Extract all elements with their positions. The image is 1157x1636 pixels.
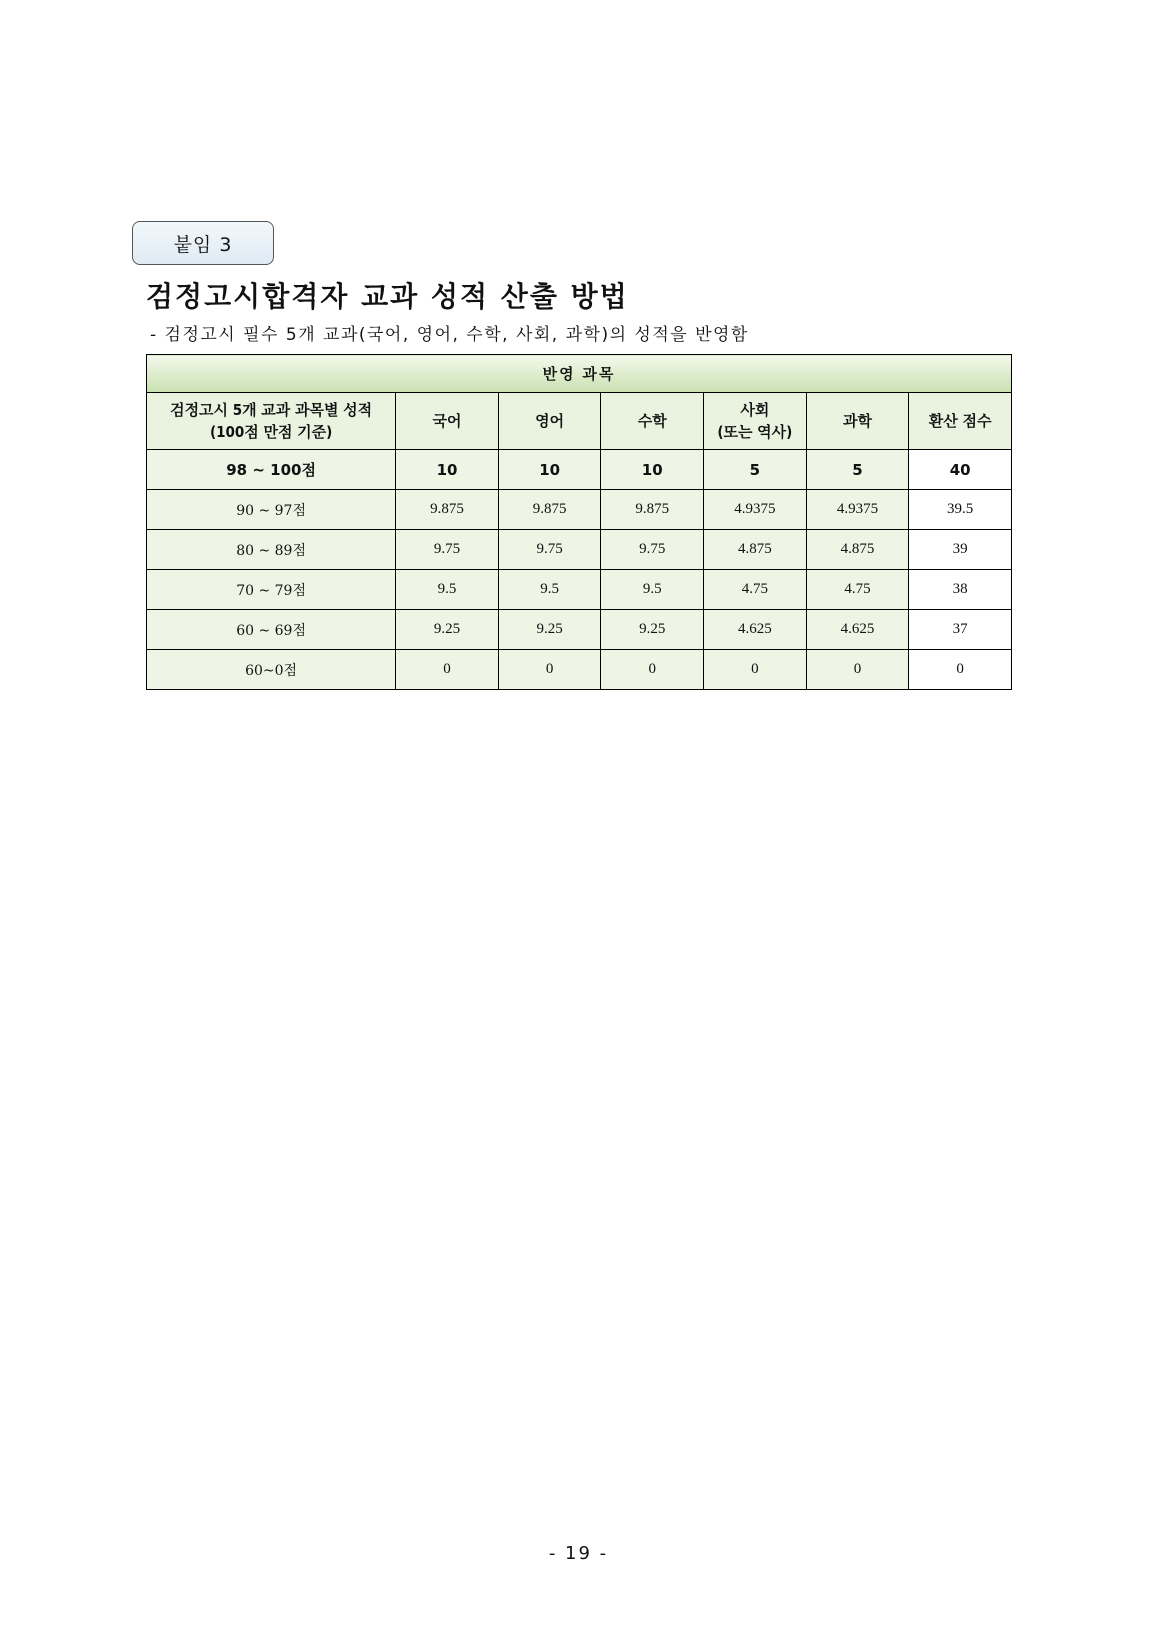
cell-math: 10 bbox=[601, 450, 704, 490]
column-header-math: 수학 bbox=[601, 393, 704, 450]
score-conversion-table bbox=[146, 354, 1012, 690]
cell-social: 4.9375 bbox=[704, 490, 807, 530]
page-number: - 19 - bbox=[548, 1543, 609, 1564]
cell-math: 9.75 bbox=[601, 530, 704, 570]
cell-range: 60~0점 bbox=[147, 650, 396, 690]
cell-english: 0 bbox=[498, 650, 601, 690]
table-row bbox=[147, 610, 1012, 650]
cell-math: 0 bbox=[601, 650, 704, 690]
table-row bbox=[147, 650, 1012, 690]
column-header-converted: 환산 점수 bbox=[909, 393, 1012, 450]
column-header-range-line2: (100점 만점 기준) bbox=[209, 423, 333, 441]
appendix-label-text: 붙임 3 bbox=[173, 233, 233, 256]
cell-range: 70 ~ 79점 bbox=[147, 570, 396, 610]
cell-korean: 9.875 bbox=[396, 490, 499, 530]
table-row bbox=[147, 570, 1012, 610]
cell-converted: 40 bbox=[909, 450, 1012, 490]
cell-range: 98 ~ 100점 bbox=[147, 450, 396, 490]
cell-korean: 9.25 bbox=[396, 610, 499, 650]
cell-range: 80 ~ 89점 bbox=[147, 530, 396, 570]
table-row bbox=[147, 530, 1012, 570]
cell-english: 10 bbox=[498, 450, 601, 490]
cell-social: 4.875 bbox=[704, 530, 807, 570]
cell-korean: 9.5 bbox=[396, 570, 499, 610]
cell-converted: 38 bbox=[909, 570, 1012, 610]
cell-english: 9.5 bbox=[498, 570, 601, 610]
cell-science: 5 bbox=[806, 450, 909, 490]
column-header-range bbox=[147, 393, 396, 450]
cell-converted: 37 bbox=[909, 610, 1012, 650]
cell-science: 4.75 bbox=[806, 570, 909, 610]
cell-social: 4.75 bbox=[704, 570, 807, 610]
cell-english: 9.75 bbox=[498, 530, 601, 570]
cell-science: 0 bbox=[806, 650, 909, 690]
cell-korean: 10 bbox=[396, 450, 499, 490]
cell-english: 9.25 bbox=[498, 610, 601, 650]
cell-science: 4.875 bbox=[806, 530, 909, 570]
column-header-science: 과학 bbox=[806, 393, 909, 450]
cell-math: 9.25 bbox=[601, 610, 704, 650]
table-row bbox=[147, 450, 1012, 490]
cell-converted: 39.5 bbox=[909, 490, 1012, 530]
page-title: 검정고시합격자 교과 성적 산출 방법 bbox=[146, 280, 629, 313]
column-header-korean: 국어 bbox=[396, 393, 499, 450]
column-header-english: 영어 bbox=[498, 393, 601, 450]
cell-english: 9.875 bbox=[498, 490, 601, 530]
cell-converted: 0 bbox=[909, 650, 1012, 690]
column-header-social-line1: 사회 bbox=[740, 401, 770, 419]
cell-converted: 39 bbox=[909, 530, 1012, 570]
group-header: 반영 과목 bbox=[147, 355, 1012, 393]
cell-social: 4.625 bbox=[704, 610, 807, 650]
cell-range: 60 ~ 69점 bbox=[147, 610, 396, 650]
column-header-social-line2: (또는 역사) bbox=[717, 423, 793, 441]
page-subtitle: - 검정고시 필수 5개 교과(국어, 영어, 수학, 사회, 과학)의 성적을 반영함 bbox=[150, 325, 749, 345]
cell-range: 90 ~ 97점 bbox=[147, 490, 396, 530]
cell-social: 5 bbox=[704, 450, 807, 490]
table-row bbox=[147, 490, 1012, 530]
cell-math: 9.875 bbox=[601, 490, 704, 530]
cell-science: 4.625 bbox=[806, 610, 909, 650]
column-header-range-line1: 검정고시 5개 교과 과목별 성적 bbox=[170, 401, 373, 419]
appendix-label bbox=[132, 221, 274, 265]
cell-social: 0 bbox=[704, 650, 807, 690]
column-header-social bbox=[704, 393, 807, 450]
cell-science: 4.9375 bbox=[806, 490, 909, 530]
cell-korean: 0 bbox=[396, 650, 499, 690]
cell-math: 9.5 bbox=[601, 570, 704, 610]
cell-korean: 9.75 bbox=[396, 530, 499, 570]
